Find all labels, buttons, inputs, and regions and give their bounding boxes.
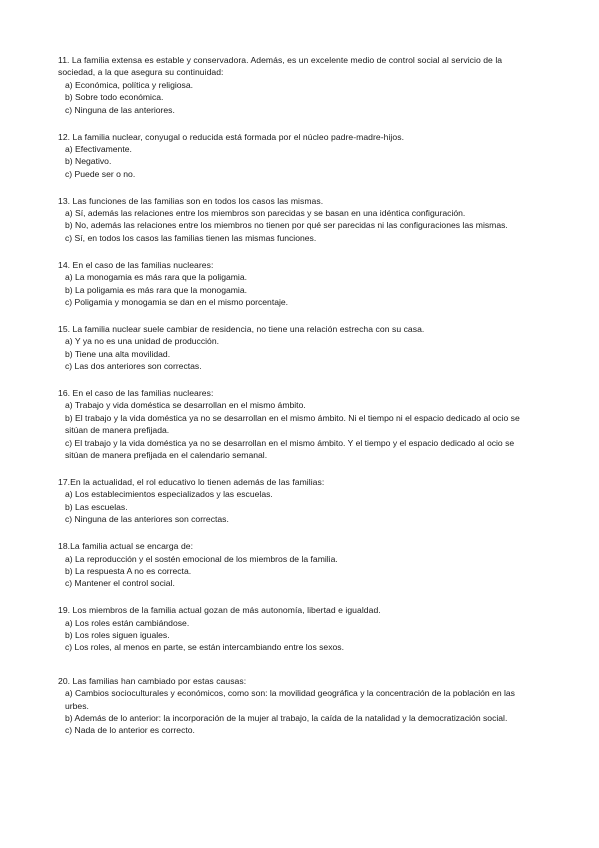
question-14 (58, 259, 528, 309)
option-list (58, 399, 528, 461)
question-text: 15. La familia nuclear suele cambiar de residencia, no tiene una relación estrecha con su casa. (58, 323, 425, 334)
question-text: 12. La familia nuclear, conyugal o reducida está formada por el núcleo padre-madre-hijos. (58, 131, 405, 142)
question-text: 20. Las familias han cambiado por estas causas: (58, 675, 247, 686)
option-list (58, 553, 528, 590)
option-b: b) No, además las relaciones entre los miembros no tienen por qué ser parecidas ni las configuraciones las mismas. (65, 220, 508, 231)
option-list (58, 79, 528, 116)
question-text: 16. En el caso de las familias nucleares: (58, 388, 214, 399)
question-19 (58, 604, 528, 654)
option-c: c) Ninguna de las anteriores son correctas. (65, 514, 229, 525)
question-15 (58, 323, 528, 373)
question-16 (58, 387, 528, 461)
question-text: 13. Las funciones de las familias son en todos los casos las mismas. (58, 195, 324, 206)
question-12 (58, 131, 528, 181)
option-c: c) Mantener el control social. (65, 578, 175, 589)
option-c: c) El trabajo y la vida doméstica ya no se desarrollan en el mismo ámbito. Y el tiempo y el espacio dedicado al ocio se sitúan de manera prefijada en el calendario semanal. (65, 437, 515, 461)
option-a: a) Económica, política y religiosa. (65, 79, 194, 90)
option-a: a) Sí, además las relaciones entre los miembros son parecidas y se basan en una idéntica configuración. (65, 208, 466, 219)
option-a: a) Y ya no es una unidad de producción. (65, 336, 220, 347)
option-list (58, 271, 528, 308)
option-c: c) Sí, en todos los casos las familias tienen las mismas funciones. (65, 232, 317, 243)
question-13 (58, 195, 528, 245)
option-list (58, 488, 528, 525)
option-a: a) La monogamia es más rara que la poligamia. (65, 272, 247, 283)
option-c: c) Ninguna de las anteriores. (65, 104, 175, 115)
option-c: c) Las dos anteriores son correctas. (65, 361, 202, 372)
option-list (58, 617, 528, 654)
option-list (58, 687, 528, 737)
question-text: 11. La familia extensa es estable y conservadora. Además, es un excelente medio de control social al servicio de la sociedad, a la que asegura su continuidad: (58, 55, 503, 78)
option-b: b) Las escuelas. (65, 501, 128, 512)
option-b: b) La poligamia es más rara que la monogamia. (65, 284, 247, 295)
option-a: a) Los roles están cambiándose. (65, 617, 190, 628)
question-17 (58, 476, 528, 526)
option-b: b) El trabajo y la vida doméstica ya no se desarrollan en el mismo ámbito. Ni el tiempo ni el espacio dedicado al ocio se sitúan de manera prefijada. (65, 412, 520, 436)
option-list (58, 143, 528, 180)
question-18 (58, 540, 528, 590)
option-a: a) Cambios socioculturales y económicos, como son: la movilidad geográfica y la concentración de la población en las urbes. (65, 688, 515, 711)
option-b: b) La respuesta A no es correcta. (65, 565, 192, 576)
option-c: c) Los roles, al menos en parte, se están intercambiando entre los sexos. (65, 642, 344, 653)
question-11 (58, 54, 528, 116)
question-text: 19. Los miembros de la familia actual gozan de más autonomía, libertad e igualdad. (58, 605, 381, 616)
option-b: b) Los roles siguen iguales. (65, 630, 170, 641)
option-c: c) Poligamia y monogamia se dan en el mismo porcentaje. (65, 297, 289, 307)
option-a: a) La reproducción y el sostén emocional de los miembros de la familia. (65, 553, 338, 564)
question-20 (58, 675, 528, 737)
question-text: 14. En el caso de las familias nucleares: (58, 259, 214, 270)
option-b: b) Además de lo anterior: la incorporación de la mujer al trabajo, la caída de la natalidad y la democratización social. (65, 713, 508, 724)
option-a: a) Trabajo y vida doméstica se desarrollan en el mismo ámbito. (65, 400, 306, 411)
question-text: 18.La familia actual se encarga de: (58, 541, 194, 552)
option-b: b) Negativo. (65, 156, 112, 167)
option-a: a) Efectivamente. (65, 143, 132, 154)
option-b: b) Sobre todo económica. (65, 92, 164, 103)
question-list (58, 54, 528, 751)
option-c: c) Puede ser o no. (65, 168, 136, 179)
option-b: b) Tiene una alta movilidad. (65, 348, 171, 359)
option-c: c) Nada de lo anterior es correcto. (65, 725, 195, 736)
option-a: a) Los establecimientos especializados y las escuelas. (65, 489, 273, 500)
question-text: 17.En la actualidad, el rol educativo lo tienen además de las familias: (58, 476, 325, 487)
option-list (58, 335, 528, 372)
option-list (58, 207, 528, 244)
